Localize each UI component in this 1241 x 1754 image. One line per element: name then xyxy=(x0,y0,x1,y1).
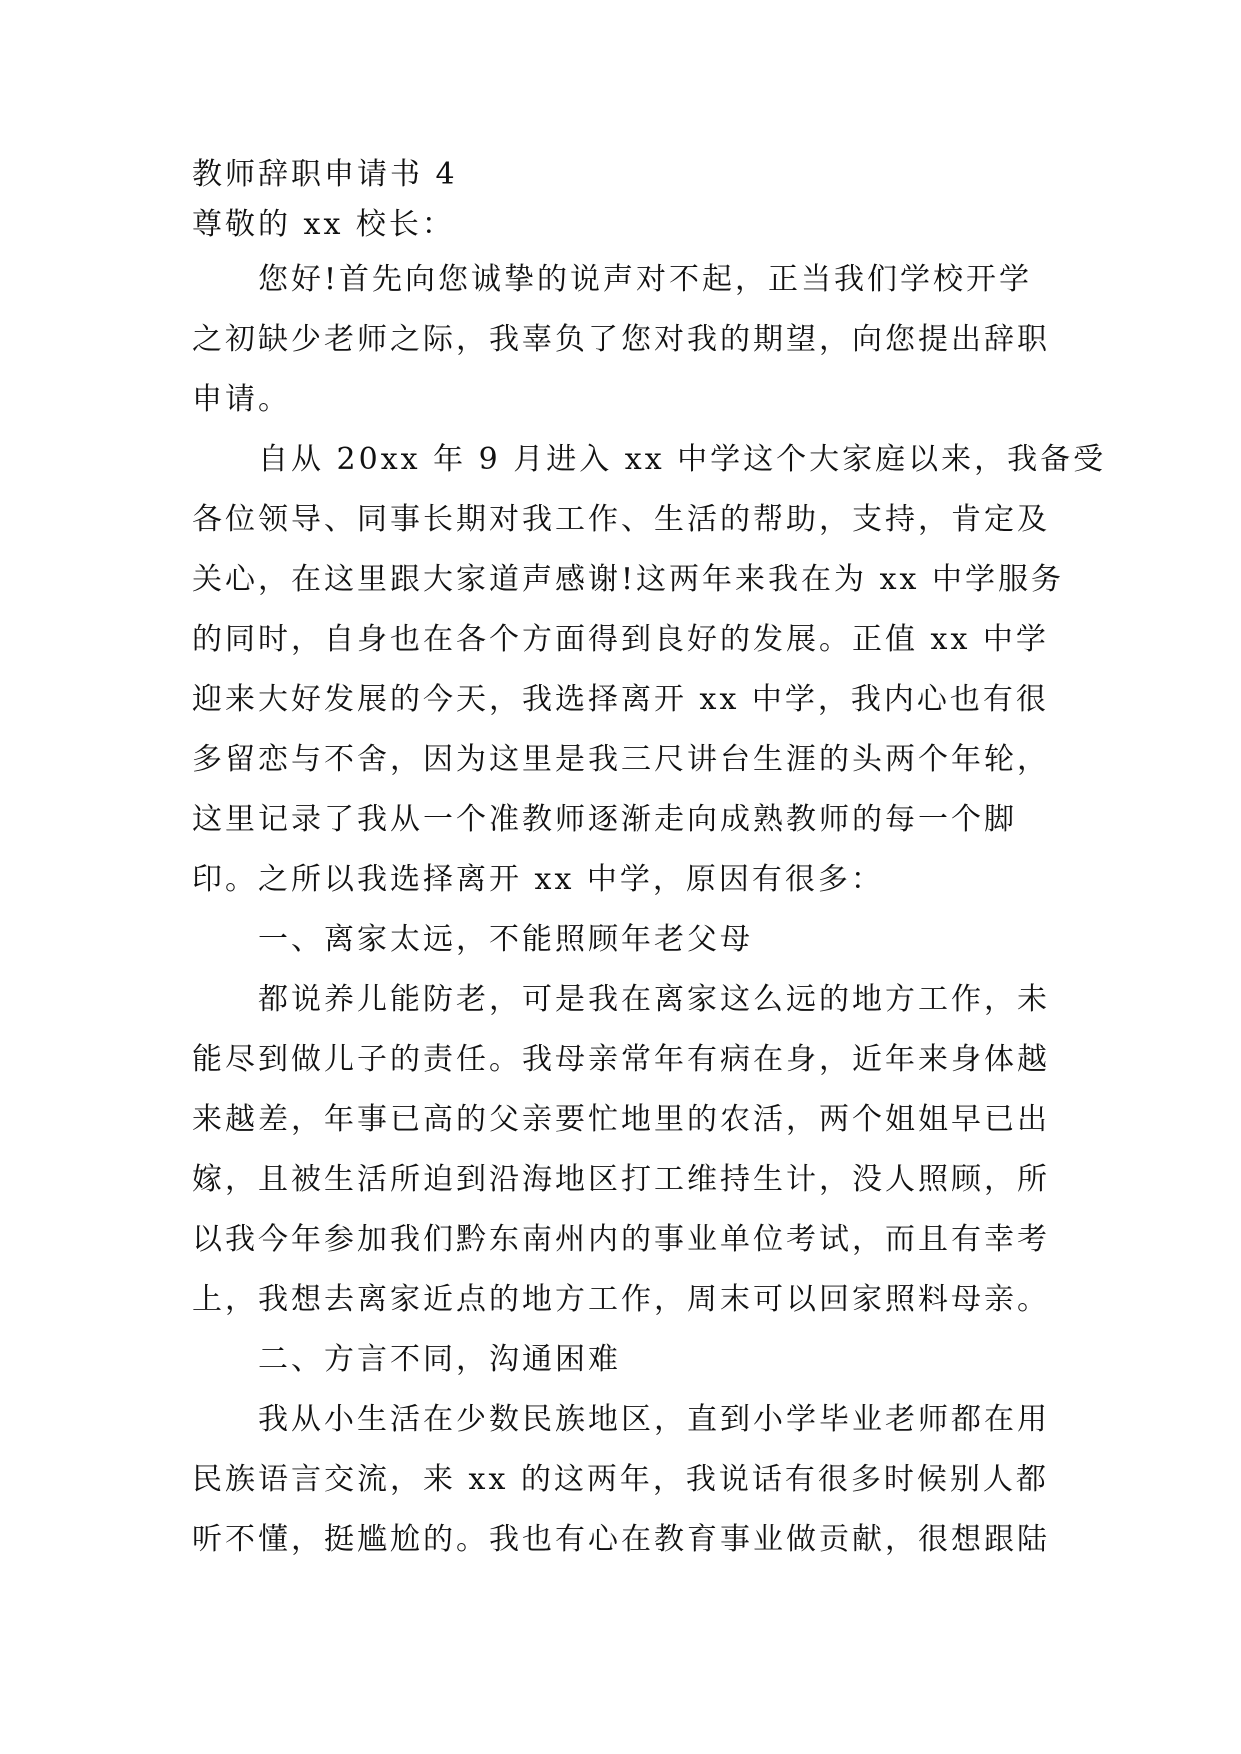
paragraph-line: 都说养儿能防老，可是我在离家这么远的地方工作，未 xyxy=(258,982,1050,1017)
paragraph-line: 能尽到做儿子的责任。我母亲常年有病在身，近年来身体越 xyxy=(192,1042,1050,1077)
resignation-letter xyxy=(192,150,1107,1570)
paragraph-line: 我从小生活在少数民族地区，直到小学毕业老师都在用 xyxy=(258,1402,1050,1437)
paragraph-line: 印。之所以我选择离开 xx 中学，原因有很多： xyxy=(192,862,884,897)
section-heading: 一、离家太远，不能照顾年老父母 xyxy=(258,922,753,957)
paragraph-line: 迎来大好发展的今天，我选择离开 xx 中学，我内心也有很 xyxy=(192,682,1049,717)
salutation: 尊敬的 xx 校长： xyxy=(192,207,455,242)
paragraph-line: 的同时，自身也在各个方面得到良好的发展。正值 xx 中学 xyxy=(192,622,1049,657)
document-title: 教师辞职申请书 4 xyxy=(192,157,458,192)
paragraph-line: 以我今年参加我们黔东南州内的事业单位考试，而且有幸考 xyxy=(192,1222,1050,1257)
paragraph-line: 民族语言交流，来 xx 的这两年，我说话有很多时候别人都 xyxy=(192,1462,1049,1497)
paragraph-line: 您好!首先向您诚挚的说声对不起，正当我们学校开学 xyxy=(258,262,1033,297)
paragraph-line: 听不懂，挺尴尬的。我也有心在教育事业做贡献，很想跟陆 xyxy=(192,1522,1050,1557)
paragraph-line: 关心，在这里跟大家道声感谢!这两年来我在为 xx 中学服务 xyxy=(192,562,1064,597)
paragraph-line: 来越差，年事已高的父亲要忙地里的农活，两个姐姐早已出 xyxy=(192,1102,1050,1137)
paragraph-line: 申请。 xyxy=(192,382,291,417)
paragraph-line: 之初缺少老师之际，我辜负了您对我的期望，向您提出辞职 xyxy=(192,322,1050,357)
paragraph-line: 多留恋与不舍，因为这里是我三尺讲台生涯的头两个年轮， xyxy=(192,742,1050,777)
paragraph-line: 自从 20xx 年 9 月进入 xx 中学这个大家庭以来，我备受 xyxy=(258,442,1107,477)
paragraph-line: 这里记录了我从一个准教师逐渐走向成熟教师的每一个脚 xyxy=(192,802,1017,837)
paragraph-line: 各位领导、同事长期对我工作、生活的帮助，支持，肯定及 xyxy=(192,502,1050,537)
section-heading: 二、方言不同，沟通困难 xyxy=(258,1342,621,1377)
paragraph-line: 嫁，且被生活所迫到沿海地区打工维持生计，没人照顾，所 xyxy=(192,1162,1050,1197)
paragraph-line: 上，我想去离家近点的地方工作，周末可以回家照料母亲。 xyxy=(192,1282,1050,1317)
